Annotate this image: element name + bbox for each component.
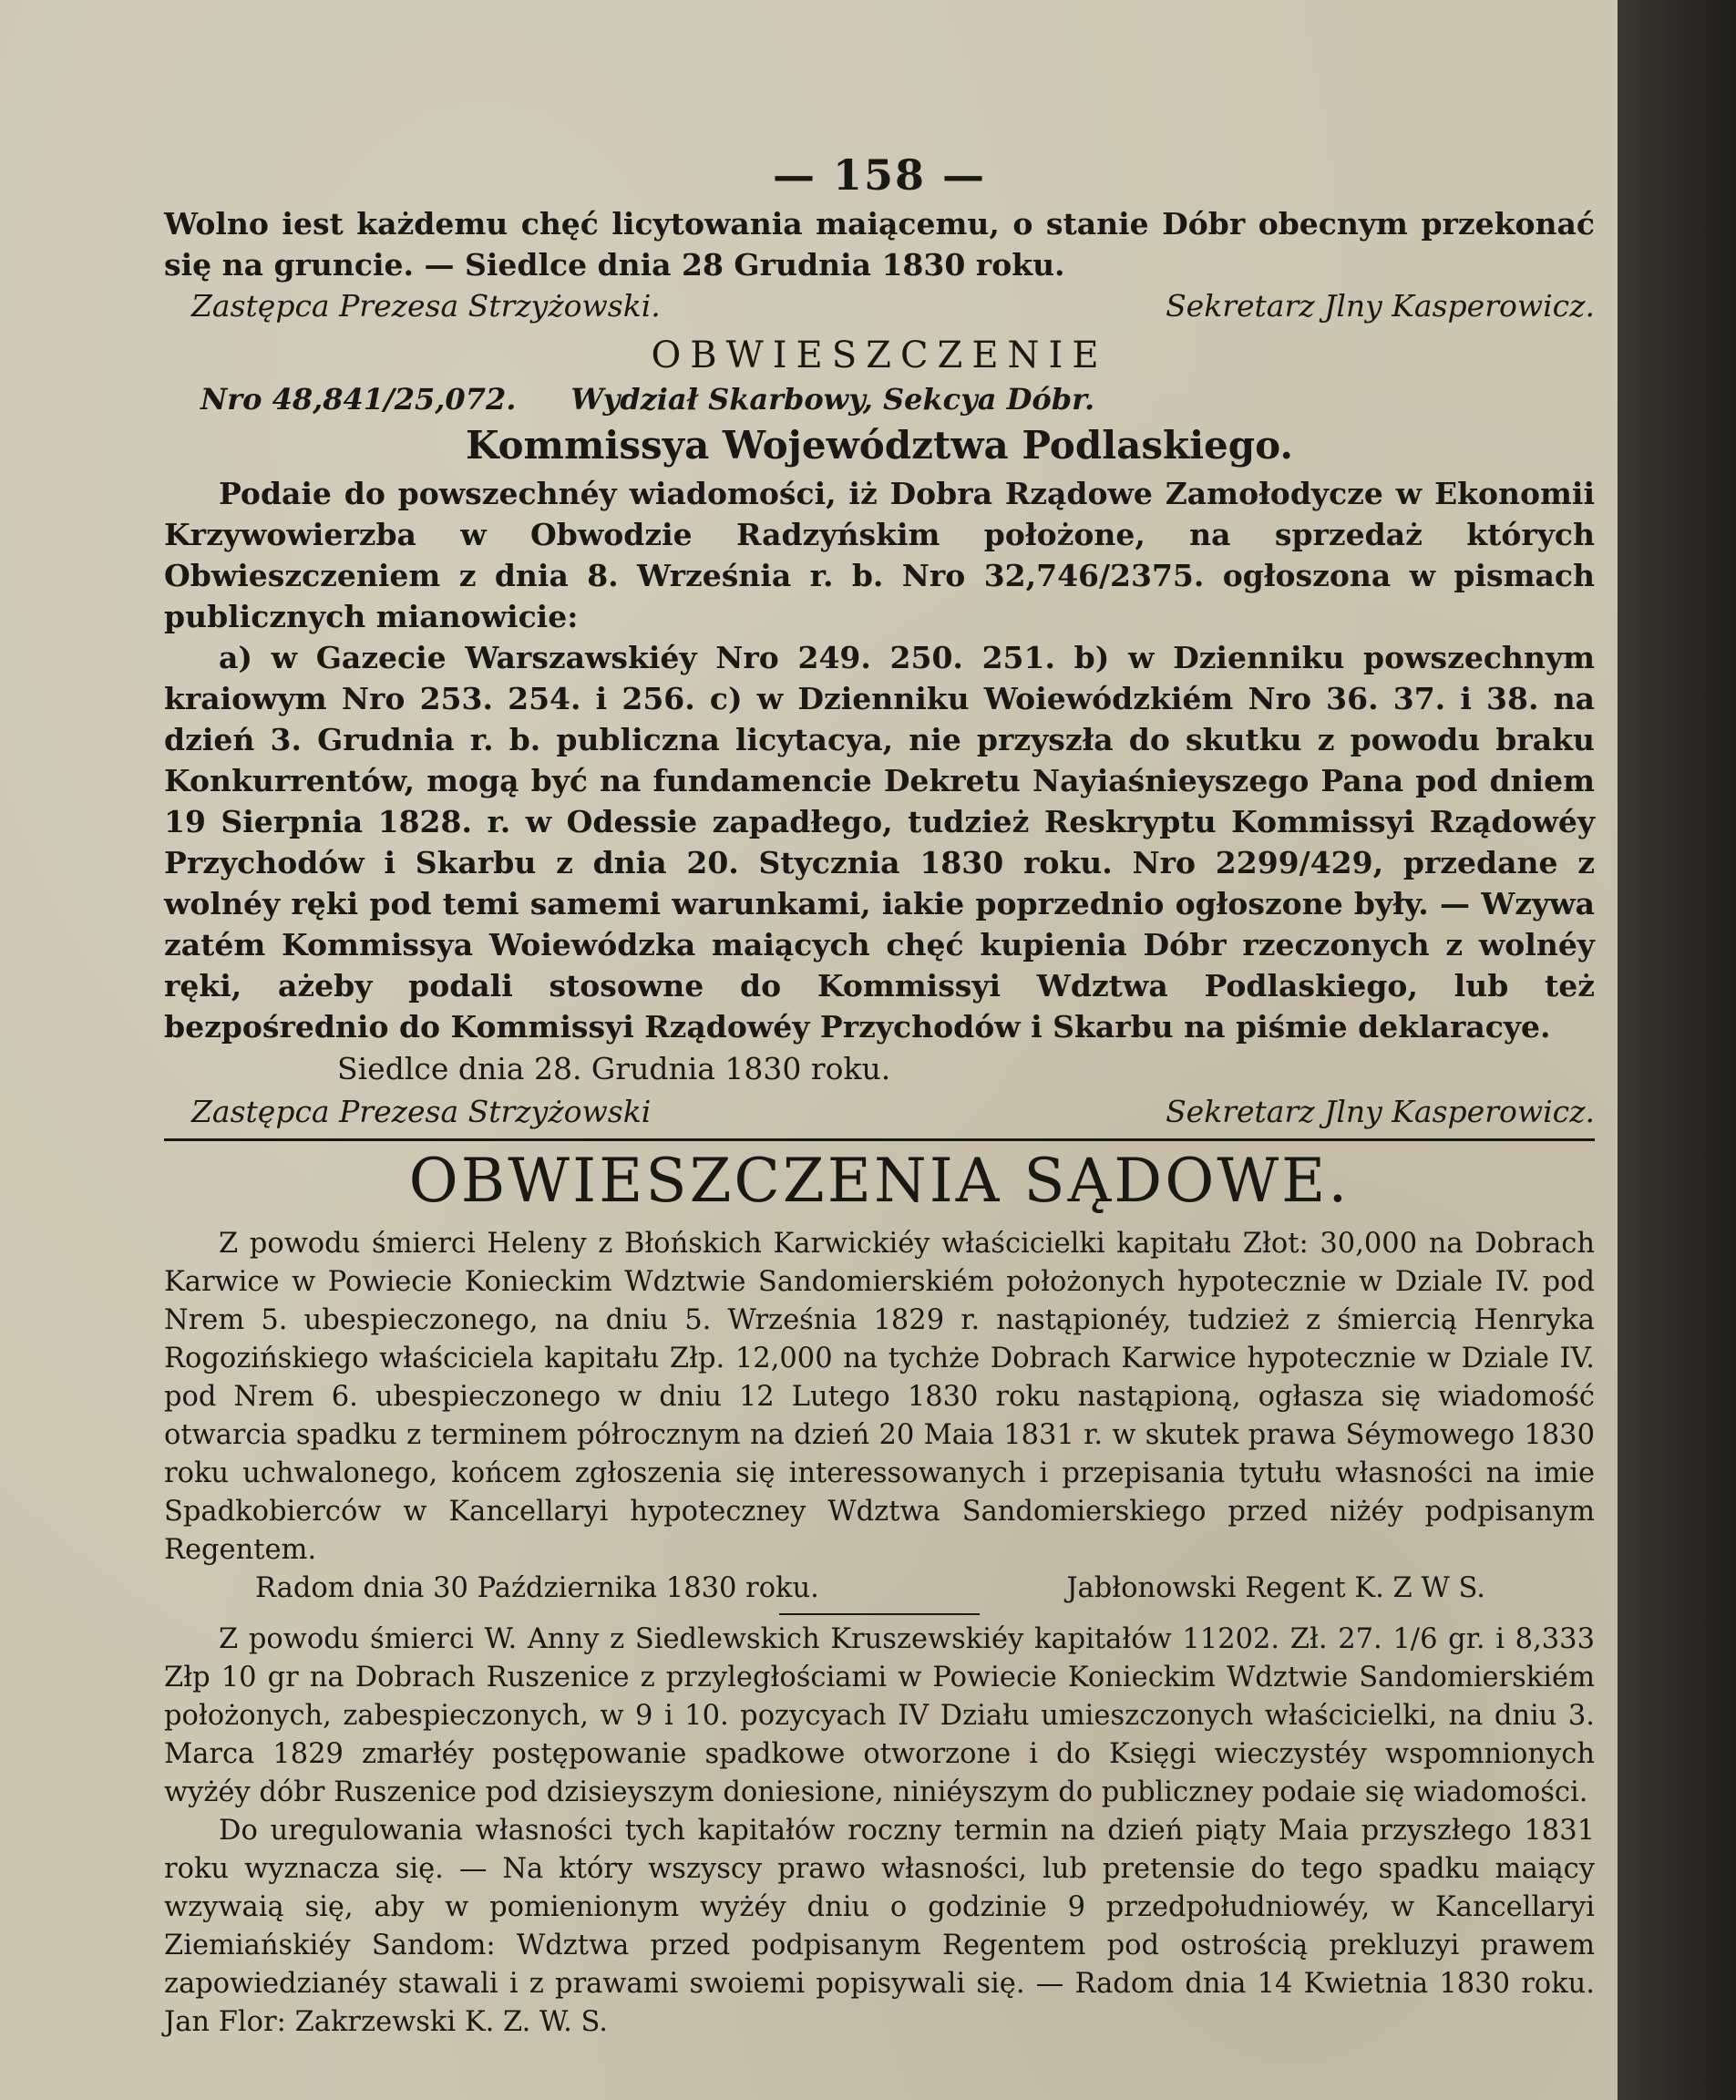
court-notice-text: Z powodu śmierci W. Anny z Siedlewskich Kruszewskiéy kapitałów 11202. Zł. 27. 1/6 gr. i 8,333 Złp 10 gr na Dobrach Ruszenice z przyległościami w Powiecie Konieckim Wdztwie Sandomierskiém położonych, zabespieczonych, w 9 i 10. pozycyach IV Działu umieszczonych właścicielki, na dniu 3. Marca 1829 zmarłéy postępowanie spadkowe otworzone i do Księgi wieczystéy wspomnionych wyżéy dóbr Ruszenice pod dzisieyszym doniesione, niniéyszym do publiczney podaie się wiadomości. <box>164 1623 1595 1808</box>
signature-right: Sekretarz Jlny Kasperowicz. <box>1166 1094 1595 1129</box>
section-heading: OBWIESZCZENIA SĄDOWE. <box>408 1146 1351 1216</box>
signature-row-2 <box>164 1091 1595 1133</box>
page-content <box>164 150 1595 2042</box>
divider-rule <box>164 1138 1595 1141</box>
court-notice-text: Z powodu śmierci Heleny z Błońskich Karwickiéy właścicielki kapitału Złot: 30,000 na Dobrach Karwice w Powiecie Konieckim Wdztwie Sandomierskiém położonych hypotecznie w Dziale IV. pod Nrem 5. ubespieczonego, na dniu 5. Września 1829 r. nastąpionéy, tudzież z śmiercią Henryka Rogozińskiego właściciela kapitału Złp. 12,000 na tychże Dobrach Karwice hypotecznie w Dziale IV. pod Nrem 6. ubespieczonego w dniu 12 Lutego 1830 roku nastąpioną, ogłasza się wiadomość otwarcia spadku z terminem półrocznym na dzień 20 Maia 1831 r. w skutek prawa Séymowego 1830 roku uchwalonego, końcem zgłoszenia się interessowanych i przepisania tytułu własności na imie Spadkobierców w Kancellaryi hypoteczney Wdztwa Sandomierskiego przed niżéy podpisanym Regentem. <box>164 1228 1595 1566</box>
notice-paragraph: Podaie do powszechnéy wiadomości, iż Dobra Rządowe Zamołodycze w Ekonomii Krzywowierzba w Obwodzie Radzyńskim położone, na sprzedaż których Obwieszczeniem z dnia 8. Września r. b. Nro 32,746/2375. ogłoszona w pismach publicznych mianowicie: <box>164 476 1595 634</box>
signature-right: Sekretarz Jlny Kasperowicz. <box>1166 288 1595 324</box>
notice-paragraph: a) w Gazecie Warszawskiéy Nro 249. 250. 251. b) w Dzienniku powszechnym kraiowym Nro 253. 254. i 256. c) w Dzienniku Woiewódzkiém Nro 36. 37. i 38. na dzień 3. Grudnia r. b. publiczna licytacya, nie przyszła do skutku z powodu braku Konkurrentów, mogą być na fundamencie Dekretu Nayiaśnieyszego Pana pod dniem 19 Sierpnia 1828. r. w Odessie zapadłego, tudzież Reskryptu Kommissyi Rządowéy Przychodów i Skarbu z dnia 20. Stycznia 1830 roku. Nro 2299/429, przedane z wolnéy ręki pod temi samemi warunkami, iakie poprzednio ogłoszone były. — Wzywa zatém Kommissya Woiewódzka maiących chęć kupienia Dóbr rzeczonych z wolnéy ręki, ażeby podali stosowne do Kommissyi Wdztwa Podlaskiego, lub też bezpośrednio do Kommissyi Rządowéy Przychodów i Skarbu na piśmie deklaracye. <box>164 640 1595 1045</box>
court-notice-text: Do uregulowania własności tych kapitałów roczny termin na dzień piąty Maia przyszłego 1831 roku wyznacza się. — Na który wszyscy prawo własności, lub pretensie do tego spadku maiący wzywaią się, aby w pomienionym wyżéy dniu o godzinie 9 przedpołudniowéy, w Kancellaryi Ziemiańskiéy Sandom: Wdztwa przed podpisanym Regentem pod ostrością prekluzyi prawem zapowiedzianéy stawali i z prawami swoiemi popisywali się. — Radom dnia 14 Kwietnia 1830 roku. Jan Flor: Zakrzewski K. Z. W. S. <box>164 1815 1595 2038</box>
court-notice-footer <box>164 1570 1595 1608</box>
notice-department: Wydział Skarbowy, Sekcya Dóbr. <box>570 382 1095 417</box>
notice-number: Nro 48,841/25,072. <box>200 382 517 417</box>
notice-heading: OBWIESZCZENIE <box>651 335 1108 376</box>
signature-left: Zastępca Prezesa Strzyżowski <box>191 1094 652 1129</box>
commission-title: Kommissya Województwa Podlaskiego. <box>465 423 1294 468</box>
scan-edge <box>1618 0 1736 2100</box>
page-number: — 158 — <box>772 150 987 200</box>
notice-date: Siedlce dnia 28. Grudnia 1830 roku. <box>337 1051 891 1086</box>
signature-row-1 <box>164 285 1595 327</box>
court-notice-signer: Jabłonowski Regent K. Z W S. <box>1066 1572 1485 1604</box>
notice-reference <box>164 378 1595 420</box>
short-divider <box>779 1613 980 1615</box>
intro-line: Wolno iest każdemu chęć licytowania maiącemu, o stanie Dóbr obecnym przekonać się na gruncie. — Siedlce dnia 28 Grudnia 1830 roku. <box>164 206 1595 283</box>
court-notice-date: Radom dnia 30 Października 1830 roku. <box>255 1572 819 1604</box>
signature-left: Zastępca Prezesa Strzyżowski. <box>191 288 661 324</box>
